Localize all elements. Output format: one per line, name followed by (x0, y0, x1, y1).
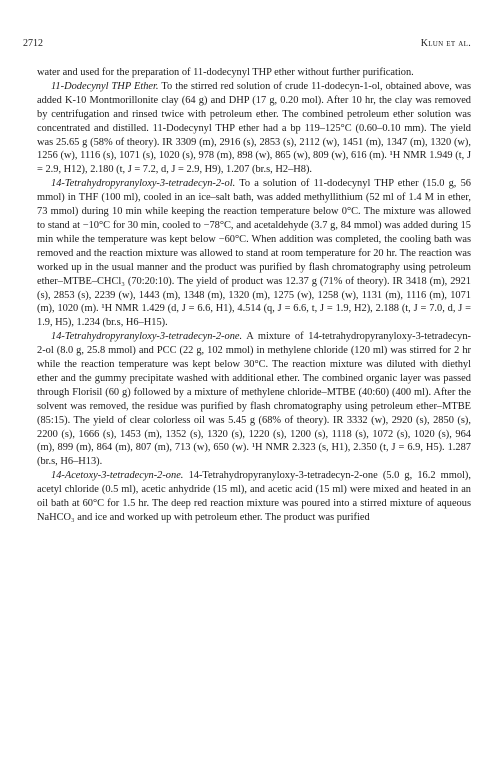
paragraph-body: To a solution of 11-dodecynyl THP ether (15.0 g, 56 mmol) in THF (100 ml), cooled in an ice–salt bath, was added methyllithium (52 ml of 1.4 M in ether, 73 mmol) during 10 min while keeping the reaction temperature below 0°C. The mixture was allowed to stand at −10°C for 30 min, cooled to −78°C, and acetaldehyde (3.7 g, 84 mmol) was added during 15 min while the temperature was kept below −60°C. When addition was completed, the cooling bath was removed and the reaction mixture was allowed to stand at room temperature for 20 hr. The reaction was worked up in the usual manner and the product was purified by flash chromatography using petroleum ether–MTBE–CHCl₃ (70:20:10). The yield of product was 12.37 g (71% of theory). IR 3418 (m), 2921 (s), 2853 (s), 2239 (w), 1443 (m), 1348 (m), 1320 (m), 1275 (w), 1258 (w), 1131 (m), 1116 (m), 1071 (m), 1020 (m). ¹H NMR 1.429 (d, J = 6.6, H1), 4.514 (q, J = 6.6, t, J = 1.9, H2), 2.188 (t, J = 7.0, d, J = 1.9, H5), 1.234 (br.s, H6–H15). (37, 178, 471, 329)
paragraph-body: A mixture of 14-tetrahydropyranyloxy-3-tetradecyn-2-ol (8.0 g, 25.8 mmol) and PCC (22 g, 102 mmol) in methylene chloride (120 ml) was stirred for 2 hr while the reaction temperature was kept below 30°C. The reaction mixture was diluted with diethyl ether and the gummy precipitate washed with additional ether. The combined organic layer was passed through Florisil (60 g) followed by a mixture of methylene chloride–MTBE (40:60) (400 ml). After the solvent was removed, the residue was purified by flash chromatography using petroleum ether–MTBE (85:15). The yield of clear colorless oil was 5.45 g (68% of theory). IR 3332 (w), 2920 (s), 2850 (s), 2200 (s), 1666 (s), 1453 (m), 1352 (s), 1320 (s), 1220 (s), 1200 (s), 1118 (s), 1072 (s), 1020 (s), 964 (m), 899 (m), 864 (m), 807 (m), 713 (w), 650 (w). ¹H NMR 2.323 (s, H1), 2.350 (t, J = 6.9, H5). 1.287 (br.s, H6–H13). (37, 331, 471, 468)
page-header (23, 38, 471, 52)
paragraph-title: 11-Dodecynyl THP Ether. (51, 80, 159, 92)
paragraph-tetradecyn-2-ol (37, 177, 471, 330)
paragraph-body: water and used for the preparation of 11-dodecynyl THP ether without further purification. (37, 67, 414, 78)
paragraph-body: To the stirred red solution of crude 11-dodecyn-1-ol, obtained above, was added K-10 Montmorillonite clay (64 g) and DHP (17 g, 0.20 mol). After 10 hr, the clay was removed by centrifugation and rinsed twice with petroleum ether. The combined petroleum ether solution was concentrated and distilled. 11-Dodecynyl THP ether had a bp 119–125°C (0.60–0.10 mm). The yield was 25.65 g (58% of theory). IR 3309 (m), 2916 (s), 2853 (s), 2112 (w), 1451 (m), 1347 (m), 1320 (w), 1256 (w), 1116 (s), 1071 (s), 1020 (s), 978 (m), 898 (w), 865 (w), 809 (w), 616 (m). ¹H NMR 1.949 (t, J = 2.9, H12), 2.180 (t, J = 7.2, d, J = 2.9, H9), 1.207 (br.s, H2–H8). (37, 80, 471, 176)
paragraph-title: 14-Tetrahydropyranyloxy-3-tetradecyn-2-ol. (51, 178, 236, 190)
paragraph-title: 14-Acetoxy-3-tetradecyn-2-one. (51, 470, 184, 482)
page-number: 2712 (23, 38, 43, 49)
paragraph-dodecynyl-thp-ether (37, 80, 471, 177)
running-head: Klun et al. (420, 38, 471, 49)
paragraph-title: 14-Tetrahydropyranyloxy-3-tetradecyn-2-one. (51, 331, 243, 343)
body-text (37, 66, 471, 525)
paragraph-continuation (37, 66, 471, 80)
paragraph-body: 14-Tetrahydropyranyloxy-3-tetradecyn-2-one (5.0 g, 16.2 mmol), acetyl chloride (0.5 ml), acetic anhydride (15 ml), and acetic acid (15 ml) were mixed and heated in an oil bath at 60°C for 1.5 hr. The deep red reaction mixture was poured into a stirred mixture of aqueous NaHCO₃ and ice and worked up with petroleum ether. The product was purified (37, 470, 471, 523)
paragraph-tetradecyn-2-one (37, 330, 471, 469)
paragraph-acetoxy-tetradecyn-2-one (37, 469, 471, 525)
